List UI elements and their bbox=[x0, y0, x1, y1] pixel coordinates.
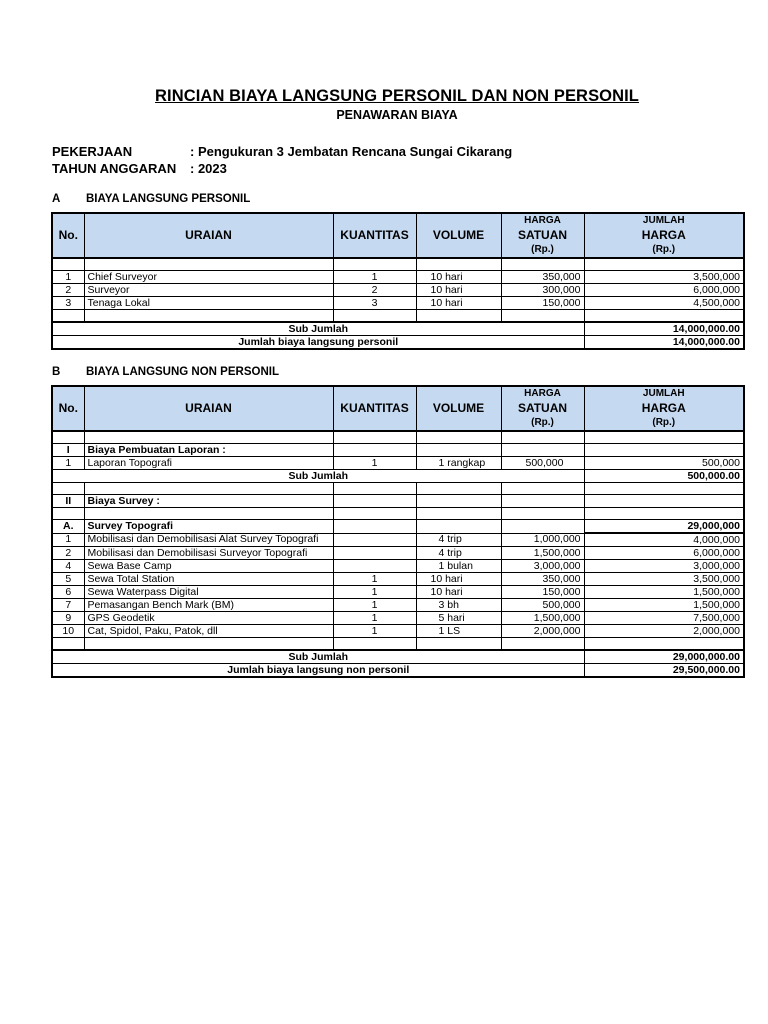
subtotal-row bbox=[52, 470, 744, 483]
header-volume: VOLUME bbox=[416, 213, 501, 258]
header-harga-satuan: HARGA SATUAN (Rp.) bbox=[501, 386, 584, 431]
table-row: 7 Pemasangan Bench Mark (BM) 1 3 bh 500,000 1,500,000 bbox=[52, 599, 744, 612]
header-uraian: URAIAN bbox=[84, 386, 333, 431]
subtotal-value: 14,000,000.00 bbox=[584, 322, 744, 336]
section-a-title: BIAYA LANGSUNG PERSONIL bbox=[86, 193, 251, 205]
info-tahun bbox=[52, 161, 227, 176]
tahun-label: TAHUN ANGGARAN bbox=[52, 161, 177, 176]
header-harga-satuan: HARGA SATUAN (Rp.) bbox=[501, 213, 584, 258]
table-row: 4 Sewa Base Camp 1 bulan 3,000,000 3,000,000 bbox=[52, 560, 744, 573]
header-kuantitas: KUANTITAS bbox=[333, 213, 416, 258]
header-no: No. bbox=[52, 213, 84, 258]
header-no: No. bbox=[52, 386, 84, 431]
subtotal-label: Sub Jumlah bbox=[52, 470, 584, 483]
blank-row bbox=[52, 310, 744, 323]
document-title: RINCIAN BIAYA LANGSUNG PERSONIL DAN NON PERSONIL bbox=[155, 87, 639, 105]
tahun-value: : 2023 bbox=[190, 161, 227, 176]
document-subtitle: PENAWARAN BIAYA bbox=[336, 108, 458, 122]
total-label: Jumlah biaya langsung personil bbox=[52, 336, 584, 350]
table-row: 1 Chief Surveyor 1 10 hari 350,000 3,500,000 bbox=[52, 271, 744, 284]
subtotal-label: Sub Jumlah bbox=[52, 322, 584, 336]
table-row: 9 GPS Geodetik 1 5 hari 1,500,000 7,500,000 bbox=[52, 612, 744, 625]
subtotal-label: Sub Jumlah bbox=[52, 650, 584, 664]
subtotal-value: 29,000,000.00 bbox=[584, 650, 744, 664]
subtotal-value: 500,000.00 bbox=[584, 470, 744, 483]
subtotal-row bbox=[52, 650, 744, 664]
total-value: 14,000,000.00 bbox=[584, 336, 744, 350]
blank-row bbox=[52, 431, 744, 444]
blank-row bbox=[52, 258, 744, 271]
table-row: 10 Cat, Spidol, Paku, Patok, dll 1 1 LS 2,000,000 2,000,000 bbox=[52, 625, 744, 638]
total-row bbox=[52, 336, 744, 350]
header-volume: VOLUME bbox=[416, 386, 501, 431]
table-personil bbox=[51, 212, 745, 350]
section-b-heading bbox=[52, 366, 279, 378]
table-row: 5 Sewa Total Station 1 10 hari 350,000 3,500,000 bbox=[52, 573, 744, 586]
total-value: 29,500,000.00 bbox=[584, 664, 744, 678]
info-pekerjaan bbox=[52, 144, 512, 159]
table-header-row bbox=[52, 213, 744, 258]
table-row: 6 Sewa Waterpass Digital 1 10 hari 150,000 1,500,000 bbox=[52, 586, 744, 599]
header-jumlah-harga: JUMLAH HARGA (Rp.) bbox=[584, 386, 744, 431]
section-b-title: BIAYA LANGSUNG NON PERSONIL bbox=[86, 366, 279, 378]
section-b-letter: B bbox=[52, 366, 61, 378]
blank-row bbox=[52, 638, 744, 651]
table-non-personil bbox=[51, 385, 745, 678]
header-kuantitas: KUANTITAS bbox=[333, 386, 416, 431]
pekerjaan-value: : Pengukuran 3 Jembatan Rencana Sungai Cikarang bbox=[190, 144, 513, 159]
total-label: Jumlah biaya langsung non personil bbox=[52, 664, 584, 678]
table-row: 3 Tenaga Lokal 3 10 hari 150,000 4,500,000 bbox=[52, 297, 744, 310]
group-row: I Biaya Pembuatan Laporan : bbox=[52, 444, 744, 457]
section-a-letter: A bbox=[52, 193, 61, 205]
blank-row bbox=[52, 508, 744, 520]
pekerjaan-label: PEKERJAAN bbox=[52, 144, 133, 159]
total-row bbox=[52, 664, 744, 678]
blank-row bbox=[52, 483, 744, 495]
subtotal-row bbox=[52, 322, 744, 336]
table-row: 1 Mobilisasi dan Demobilisasi Alat Survey Topografi 4 trip 1,000,000 4,000,000 bbox=[52, 533, 744, 547]
section-a-heading bbox=[52, 193, 250, 205]
header-jumlah-harga: JUMLAH HARGA (Rp.) bbox=[584, 213, 744, 258]
table-row: 2 Mobilisasi dan Demobilisasi Surveyor Topografi 4 trip 1,500,000 6,000,000 bbox=[52, 547, 744, 560]
subgroup-value: 29,000,000 bbox=[584, 520, 744, 534]
table-header-row bbox=[52, 386, 744, 431]
group-row: II Biaya Survey : bbox=[52, 495, 744, 508]
header-uraian: URAIAN bbox=[84, 213, 333, 258]
subgroup-row: A. Survey Topografi 29,000,000 bbox=[52, 520, 744, 534]
table-row: 1 Laporan Topografi 1 1 rangkap 500,000 500,000 bbox=[52, 457, 744, 470]
table-row: 2 Surveyor 2 10 hari 300,000 6,000,000 bbox=[52, 284, 744, 297]
